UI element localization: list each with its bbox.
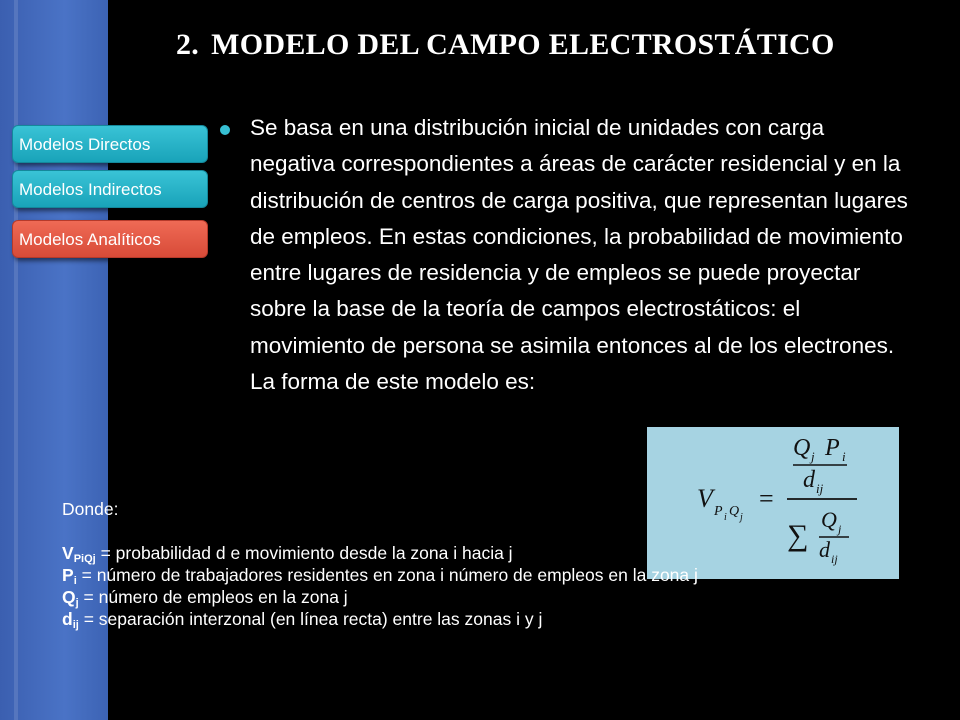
definition-text: = separación interzonal (en línea recta) entre las zonas i y j [78,609,543,629]
formula-lhs-sub-p: P [714,504,723,519]
definition-subscript: PiQj [73,553,96,565]
definitions-intro: Donde: [62,499,119,519]
definitions-block [62,498,942,630]
bar-highlight [14,0,18,720]
definition-symbol: Q [62,587,76,607]
formula-num-j: j [811,449,815,464]
slide-title [176,28,835,62]
slide-number: 2. [176,28,200,61]
definition-text: = número de trabajadores residentes en zona i número de empleos en la zona j [76,565,698,585]
formula-inner-d: d [819,537,830,562]
formula-lhs-sub-j: j [740,512,743,523]
definition-p [62,564,942,586]
nav-button-modelos-indirectos[interactable]: Modelos Indirectos [12,170,208,208]
nav-button-modelos-directos[interactable]: Modelos Directos [12,125,208,163]
formula-equals: = [759,484,774,513]
formula-num-p: P [825,435,840,461]
nav-button-modelos-analiticos[interactable]: Modelos Analíticos [12,220,208,258]
formula-num-i: i [842,449,846,464]
formula-den-ij: ij [816,481,824,496]
definition-v [62,542,942,564]
formula-inner-j: j [838,522,842,536]
formula-lhs-sub-i: i [724,512,727,523]
definition-q [62,586,942,608]
definition-symbol: P [62,565,74,585]
definition-subscript: ij [72,619,79,631]
formula-sum-symbol: ∑ [787,519,809,552]
formula-inner-ij: ij [831,552,838,566]
formula-lhs-v: V [697,484,713,513]
definition-subscript: i [73,575,77,587]
formula-lhs-sub-q: Q [729,504,740,519]
formula-den-d: d [803,467,815,493]
bullet-icon [220,125,230,135]
formula-num-q: Q [793,435,811,461]
definition-subscript: j [75,597,79,609]
formula-inner-q: Q [821,507,837,532]
definition-text: = número de empleos en la zona j [78,587,348,607]
slide-title-text: MODELO DEL CAMPO ELECTROSTÁTICO [211,28,835,61]
definition-symbol: V [62,543,74,563]
definition-symbol: d [62,609,73,629]
definition-text: = probabilidad d e movimiento desde la zona i hacia j [95,543,513,563]
definition-d [62,608,942,630]
slide-body-text: Se basa en una distribución inicial de unidades con carga negativa correspondientes a áreas de carácter residencial y en la distribución de centros de carga positiva, que representan lugares de empleos. En estas condiciones, la probabilidad de movimiento entre lugares de residencia y de empleos se puede proyectar sobre la base de la teoría de campos electrostáticos: el movimiento de persona se asimila entonces al de los electrones. La forma de este modelo es: [250,115,908,395]
